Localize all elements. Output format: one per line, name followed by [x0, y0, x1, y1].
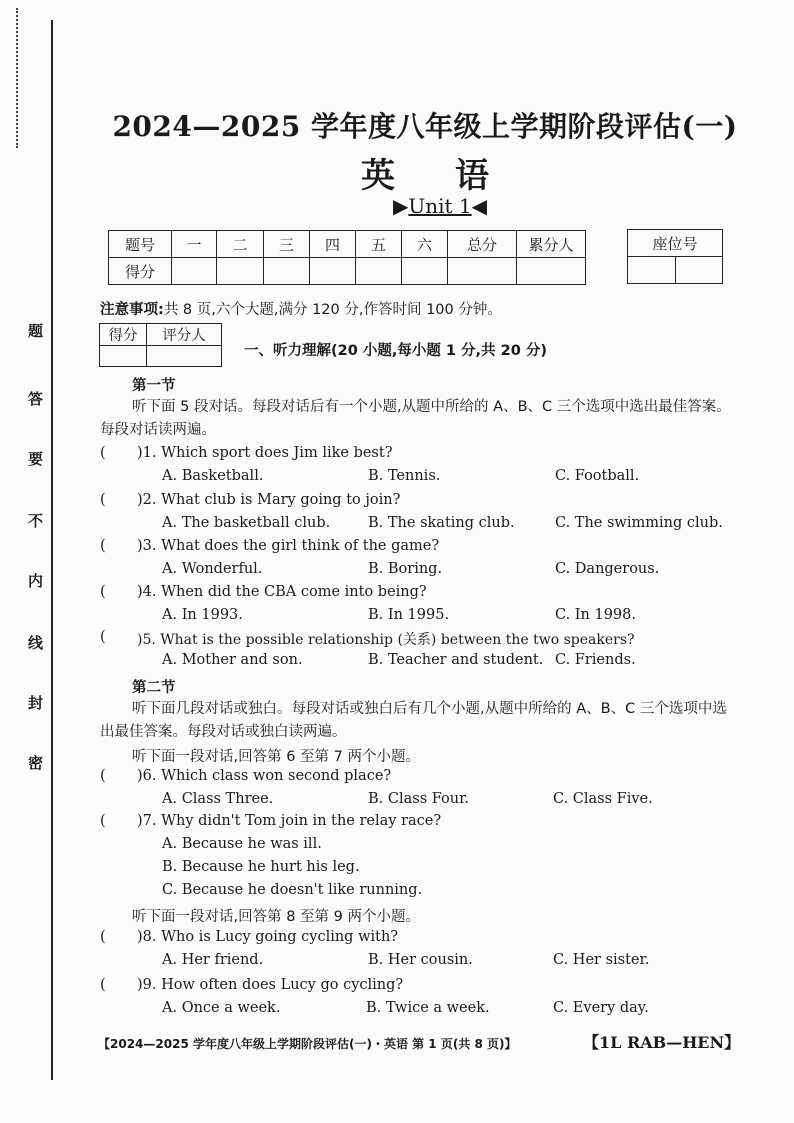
answer-blank[interactable]: (	[100, 629, 106, 645]
option-c: C. In 1998.	[555, 607, 636, 623]
seal-char: 答	[28, 390, 44, 408]
seal-char: 线	[28, 634, 44, 652]
answer-blank[interactable]: (	[100, 813, 106, 829]
unit-label	[100, 194, 780, 218]
grader-score-label: 得分	[100, 324, 147, 346]
part-instruction: 听下面几段对话或独白。每段对话或独白后有几个小题,从题中所给的 A、B、C 三个选项中选出最佳答案。每段对话或独白读两遍。	[100, 701, 727, 740]
option-a: A. Basketball.	[162, 468, 264, 484]
grader-table	[99, 323, 222, 367]
seal-char: 题	[28, 322, 44, 340]
score-table-header-row	[109, 231, 586, 258]
unit-text: Unit 1	[408, 194, 472, 218]
option-b: B. In 1995.	[368, 607, 450, 623]
triangle-right-icon: ▶	[392, 194, 409, 218]
seal-char: 封	[28, 694, 44, 712]
question-stem: )4. When did the CBA come into being?	[137, 584, 427, 600]
section-title: 一、听力理解(20 小题,每小题 1 分,共 20 分)	[244, 343, 547, 359]
notice-text: 共 8 页,六个大题,满分 120 分,作答时间 100 分钟。	[163, 302, 502, 318]
option-c: C. Her sister.	[553, 952, 650, 968]
triangle-left-icon: ◀	[471, 194, 488, 218]
option-a: A. Wonderful.	[162, 561, 263, 577]
option-a: A. Class Three.	[162, 791, 274, 807]
question-stem: )9. How often does Lucy go cycling?	[137, 977, 404, 993]
option-c: C. The swimming club.	[555, 515, 723, 531]
table-cell: 一	[172, 231, 217, 258]
seat-number-label: 座位号	[628, 230, 723, 257]
perforation-edge	[2, 8, 18, 148]
part-heading: 第一节	[132, 378, 176, 394]
option-b: B. Because he hurt his leg.	[162, 859, 360, 875]
option-a: A. Because he was ill.	[162, 836, 322, 852]
score-input-cell[interactable]	[402, 258, 448, 285]
seal-char: 密	[28, 754, 44, 772]
seat-input-cell[interactable]	[675, 257, 723, 284]
question-stem: )5. What is the possible relationship (关系) between the two speakers?	[137, 632, 635, 648]
page-footer: 【2024—2025 学年度八年级上学期阶段评估(一)・英语 第 1 页(共 8 页)】	[98, 1037, 517, 1051]
score-input-cell[interactable]	[217, 258, 264, 285]
group-instruction: 听下面一段对话,回答第 6 至第 7 两个小题。	[132, 749, 420, 765]
option-b: B. Her cousin.	[368, 952, 473, 968]
answer-blank[interactable]: (	[100, 584, 106, 600]
paper-code: 【1L RAB—HEN】	[583, 1033, 741, 1052]
option-c: C. Football.	[555, 468, 640, 484]
seal-char: 内	[28, 572, 44, 590]
option-a: A. Her friend.	[162, 952, 264, 968]
subject-title: 英语	[361, 156, 549, 196]
score-input-cell[interactable]	[356, 258, 402, 285]
grader-input-cell[interactable]	[100, 346, 147, 367]
part-heading: 第二节	[132, 680, 176, 696]
option-c: C. Class Five.	[553, 791, 653, 807]
option-c: C. Because he doesn't like running.	[162, 882, 423, 898]
seat-input-cell[interactable]	[628, 257, 676, 284]
question-stem: )2. What club is Mary going to join?	[137, 492, 401, 508]
option-c: C. Dangerous.	[555, 561, 660, 577]
table-cell: 二	[217, 231, 264, 258]
option-c: C. Every day.	[553, 1000, 649, 1016]
answer-blank[interactable]: (	[100, 768, 106, 784]
option-b: B. Tennis.	[368, 468, 441, 484]
table-cell: 五	[356, 231, 402, 258]
table-cell: 四	[310, 231, 356, 258]
table-cell: 得分	[109, 258, 172, 285]
answer-blank[interactable]: (	[100, 538, 106, 554]
answer-blank[interactable]: (	[100, 977, 106, 993]
question-stem: )3. What does the girl think of the game?	[137, 538, 440, 554]
option-b: B. Twice a week.	[366, 1000, 490, 1016]
table-cell: 三	[264, 231, 310, 258]
question-stem: )7. Why didn't Tom join in the relay race?	[137, 813, 442, 829]
question-stem: )6. Which class won second place?	[137, 768, 392, 784]
score-input-cell[interactable]	[517, 258, 586, 285]
answer-blank[interactable]: (	[100, 492, 106, 508]
table-cell: 总分	[448, 231, 517, 258]
option-a: A. In 1993.	[162, 607, 243, 623]
exam-notice	[100, 298, 502, 319]
option-a: A. The basketball club.	[162, 515, 331, 531]
score-input-cell[interactable]	[172, 258, 217, 285]
score-input-cell[interactable]	[310, 258, 356, 285]
binding-line	[51, 20, 53, 1080]
score-input-cell[interactable]	[448, 258, 517, 285]
notice-label: 注意事项:	[100, 302, 164, 318]
table-cell: 题号	[109, 231, 172, 258]
option-a: A. Mother and son.	[162, 652, 303, 668]
grader-input-cell[interactable]	[147, 346, 222, 367]
grader-reviewer-label: 评分人	[147, 324, 222, 346]
score-table	[108, 230, 586, 285]
exam-title: 2024—2025 学年度八年级上学期阶段评估(一)	[112, 110, 738, 143]
option-b: B. Teacher and student.	[368, 652, 544, 668]
score-input-cell[interactable]	[264, 258, 310, 285]
seat-number-table	[627, 229, 723, 284]
seal-char: 要	[28, 450, 44, 468]
table-cell: 六	[402, 231, 448, 258]
seal-char: 不	[28, 512, 44, 530]
group-instruction: 听下面一段对话,回答第 8 至第 9 两个小题。	[132, 909, 420, 925]
table-cell: 累分人	[517, 231, 586, 258]
answer-blank[interactable]: (	[100, 445, 106, 461]
answer-blank[interactable]: (	[100, 929, 106, 945]
option-b: B. Class Four.	[368, 791, 470, 807]
score-table-score-row	[109, 258, 586, 285]
option-c: C. Friends.	[555, 652, 636, 668]
question-stem: )1. Which sport does Jim like best?	[137, 445, 393, 461]
option-a: A. Once a week.	[162, 1000, 281, 1016]
option-b: B. The skating club.	[368, 515, 515, 531]
question-stem: )8. Who is Lucy going cycling with?	[137, 929, 399, 945]
part-instruction: 听下面 5 段对话。每段对话后有一个小题,从题中所给的 A、B、C 三个选项中选出最佳答案。每段对话读两遍。	[100, 399, 731, 438]
option-b: B. Boring.	[368, 561, 443, 577]
